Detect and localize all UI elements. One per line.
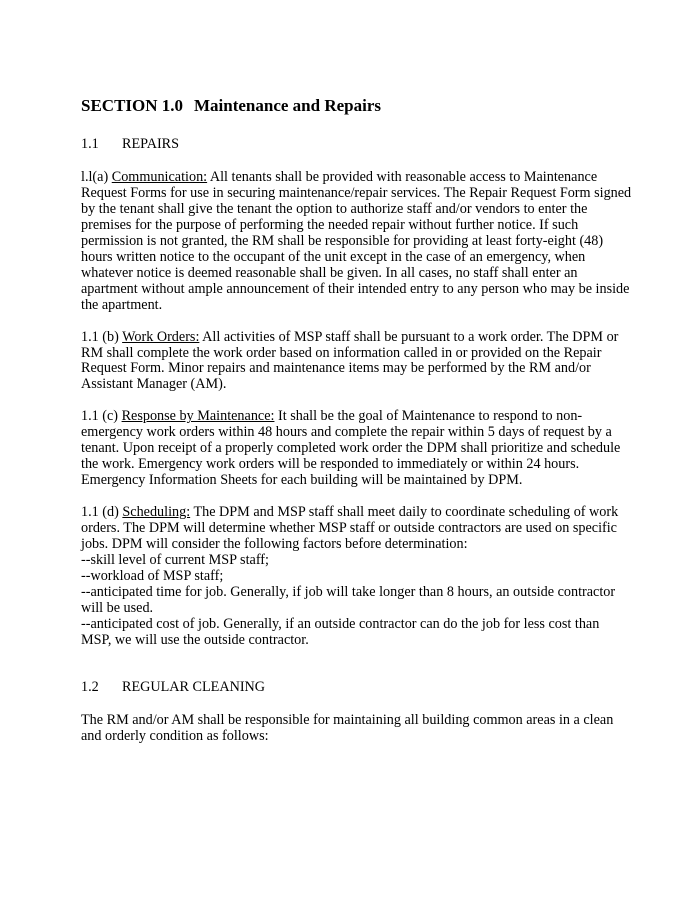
paragraph-communication <box>81 169 632 314</box>
list-item: --anticipated time for job. Generally, if job will take longer than 8 hours, an outside contractor <box>81 583 616 600</box>
paragraph-line: the apartment. <box>81 296 163 313</box>
paragraph-line: orders. The DPM will determine whether MSP staff or outside contractors are used on specific <box>81 520 617 537</box>
paragraph-line: the work. Emergency work orders will be responded to immediately or within 24 hours. <box>81 456 580 473</box>
paragraph-line: RM shall complete the work order based on information called in or provided on the Repair <box>81 344 602 361</box>
paragraph-line: Assistant Manager (AM). <box>81 376 227 393</box>
paragraph-line: apartment without ample announcement of their intended entry to any person who may be inside <box>81 280 630 297</box>
paragraph-line: 1.1 (c) Response by Maintenance: It shall be the goal of Maintenance to respond to non- <box>81 408 583 425</box>
list-item: will be used. <box>81 599 154 616</box>
paragraph-line: The RM and/or AM shall be responsible for maintaining all building common areas in a clean <box>81 711 614 728</box>
list-item: --workload of MSP staff; <box>81 567 224 584</box>
paragraph-line: by the tenant shall give the tenant the option to authorize staff and/or vendors to enter the <box>81 200 588 217</box>
paragraph-line: l.l(a) Communication: All tenants shall be provided with reasonable access to Maintenance <box>81 169 598 185</box>
spacer <box>81 665 621 679</box>
paragraph-prefix: 1.1 (d) <box>81 504 123 521</box>
paragraph-line: hours written notice to the occupant of the unit except in the case of an emergency, when <box>81 248 586 265</box>
section-title: Maintenance and Repairs <box>194 96 381 115</box>
paragraph-line: Request Forms for use in securing maintenance/repair services. The Repair Request Form signed <box>81 184 632 201</box>
paragraph-line: permission is not granted, the RM shall be responsible for providing at least forty-eight (48) <box>81 232 604 249</box>
section-number: SECTION 1.0 <box>81 96 184 115</box>
list-item: --anticipated cost of job. Generally, if an outside contractor can do the job for less cost than <box>81 615 600 632</box>
paragraph-line: Emergency Information Sheets for each building will be maintained by DPM. <box>81 472 523 489</box>
paragraph-response-by-maintenance <box>81 409 621 489</box>
paragraph-heading: Scheduling: <box>122 504 191 521</box>
paragraph-prefix: 1.1 (b) <box>81 328 123 345</box>
subsection-number: 1.1 <box>81 136 99 152</box>
subsection-title: REGULAR CLEANING <box>122 678 266 695</box>
subsection-cleaning-heading <box>81 679 621 695</box>
list-item: MSP, we will use the outside contractor. <box>81 631 309 648</box>
subsection-repairs-heading <box>81 136 621 152</box>
paragraph-line: and orderly condition as follows: <box>81 727 269 744</box>
paragraph-heading: Work Orders: <box>122 328 200 345</box>
paragraph-line: whatever notice is deemed reasonable shall be given. In all cases, no staff shall enter an <box>81 264 578 281</box>
paragraph-regular-cleaning <box>81 713 621 745</box>
subsection-number: 1.2 <box>81 678 99 695</box>
paragraph-prefix: l.l(a) <box>81 169 112 185</box>
section-heading <box>81 96 621 116</box>
paragraph-line: 1.1 (b) Work Orders: All activities of MSP staff shall be pursuant to a work order. The DPM or <box>81 328 619 345</box>
paragraph-line: Request Form. Minor repairs and maintenance items may be performed by the RM and/or <box>81 360 591 377</box>
paragraph-line: 1.1 (d) Scheduling: The DPM and MSP staff shall meet daily to coordinate scheduling of work <box>81 504 619 521</box>
paragraph-line: tenant. Upon receipt of a properly completed work order the DPM shall prioritize and schedule <box>81 440 621 457</box>
paragraph-line: jobs. DPM will consider the following factors before determination: <box>81 536 468 553</box>
page-content <box>81 96 632 761</box>
paragraph-prefix: 1.1 (c) <box>81 408 122 425</box>
paragraph-line: emergency work orders within 48 hours and complete the repair within 5 days of request by a <box>81 424 612 441</box>
paragraph-heading: Communication: <box>111 169 208 185</box>
paragraph-work-orders <box>81 330 621 394</box>
subsection-title: REPAIRS <box>122 136 180 152</box>
list-item: --skill level of current MSP staff; <box>81 552 269 569</box>
paragraph-heading: Response by Maintenance: <box>121 408 275 425</box>
paragraph-scheduling <box>81 505 621 649</box>
paragraph-line: premises for the purpose of performing the needed repair without further notice. If such <box>81 216 579 233</box>
